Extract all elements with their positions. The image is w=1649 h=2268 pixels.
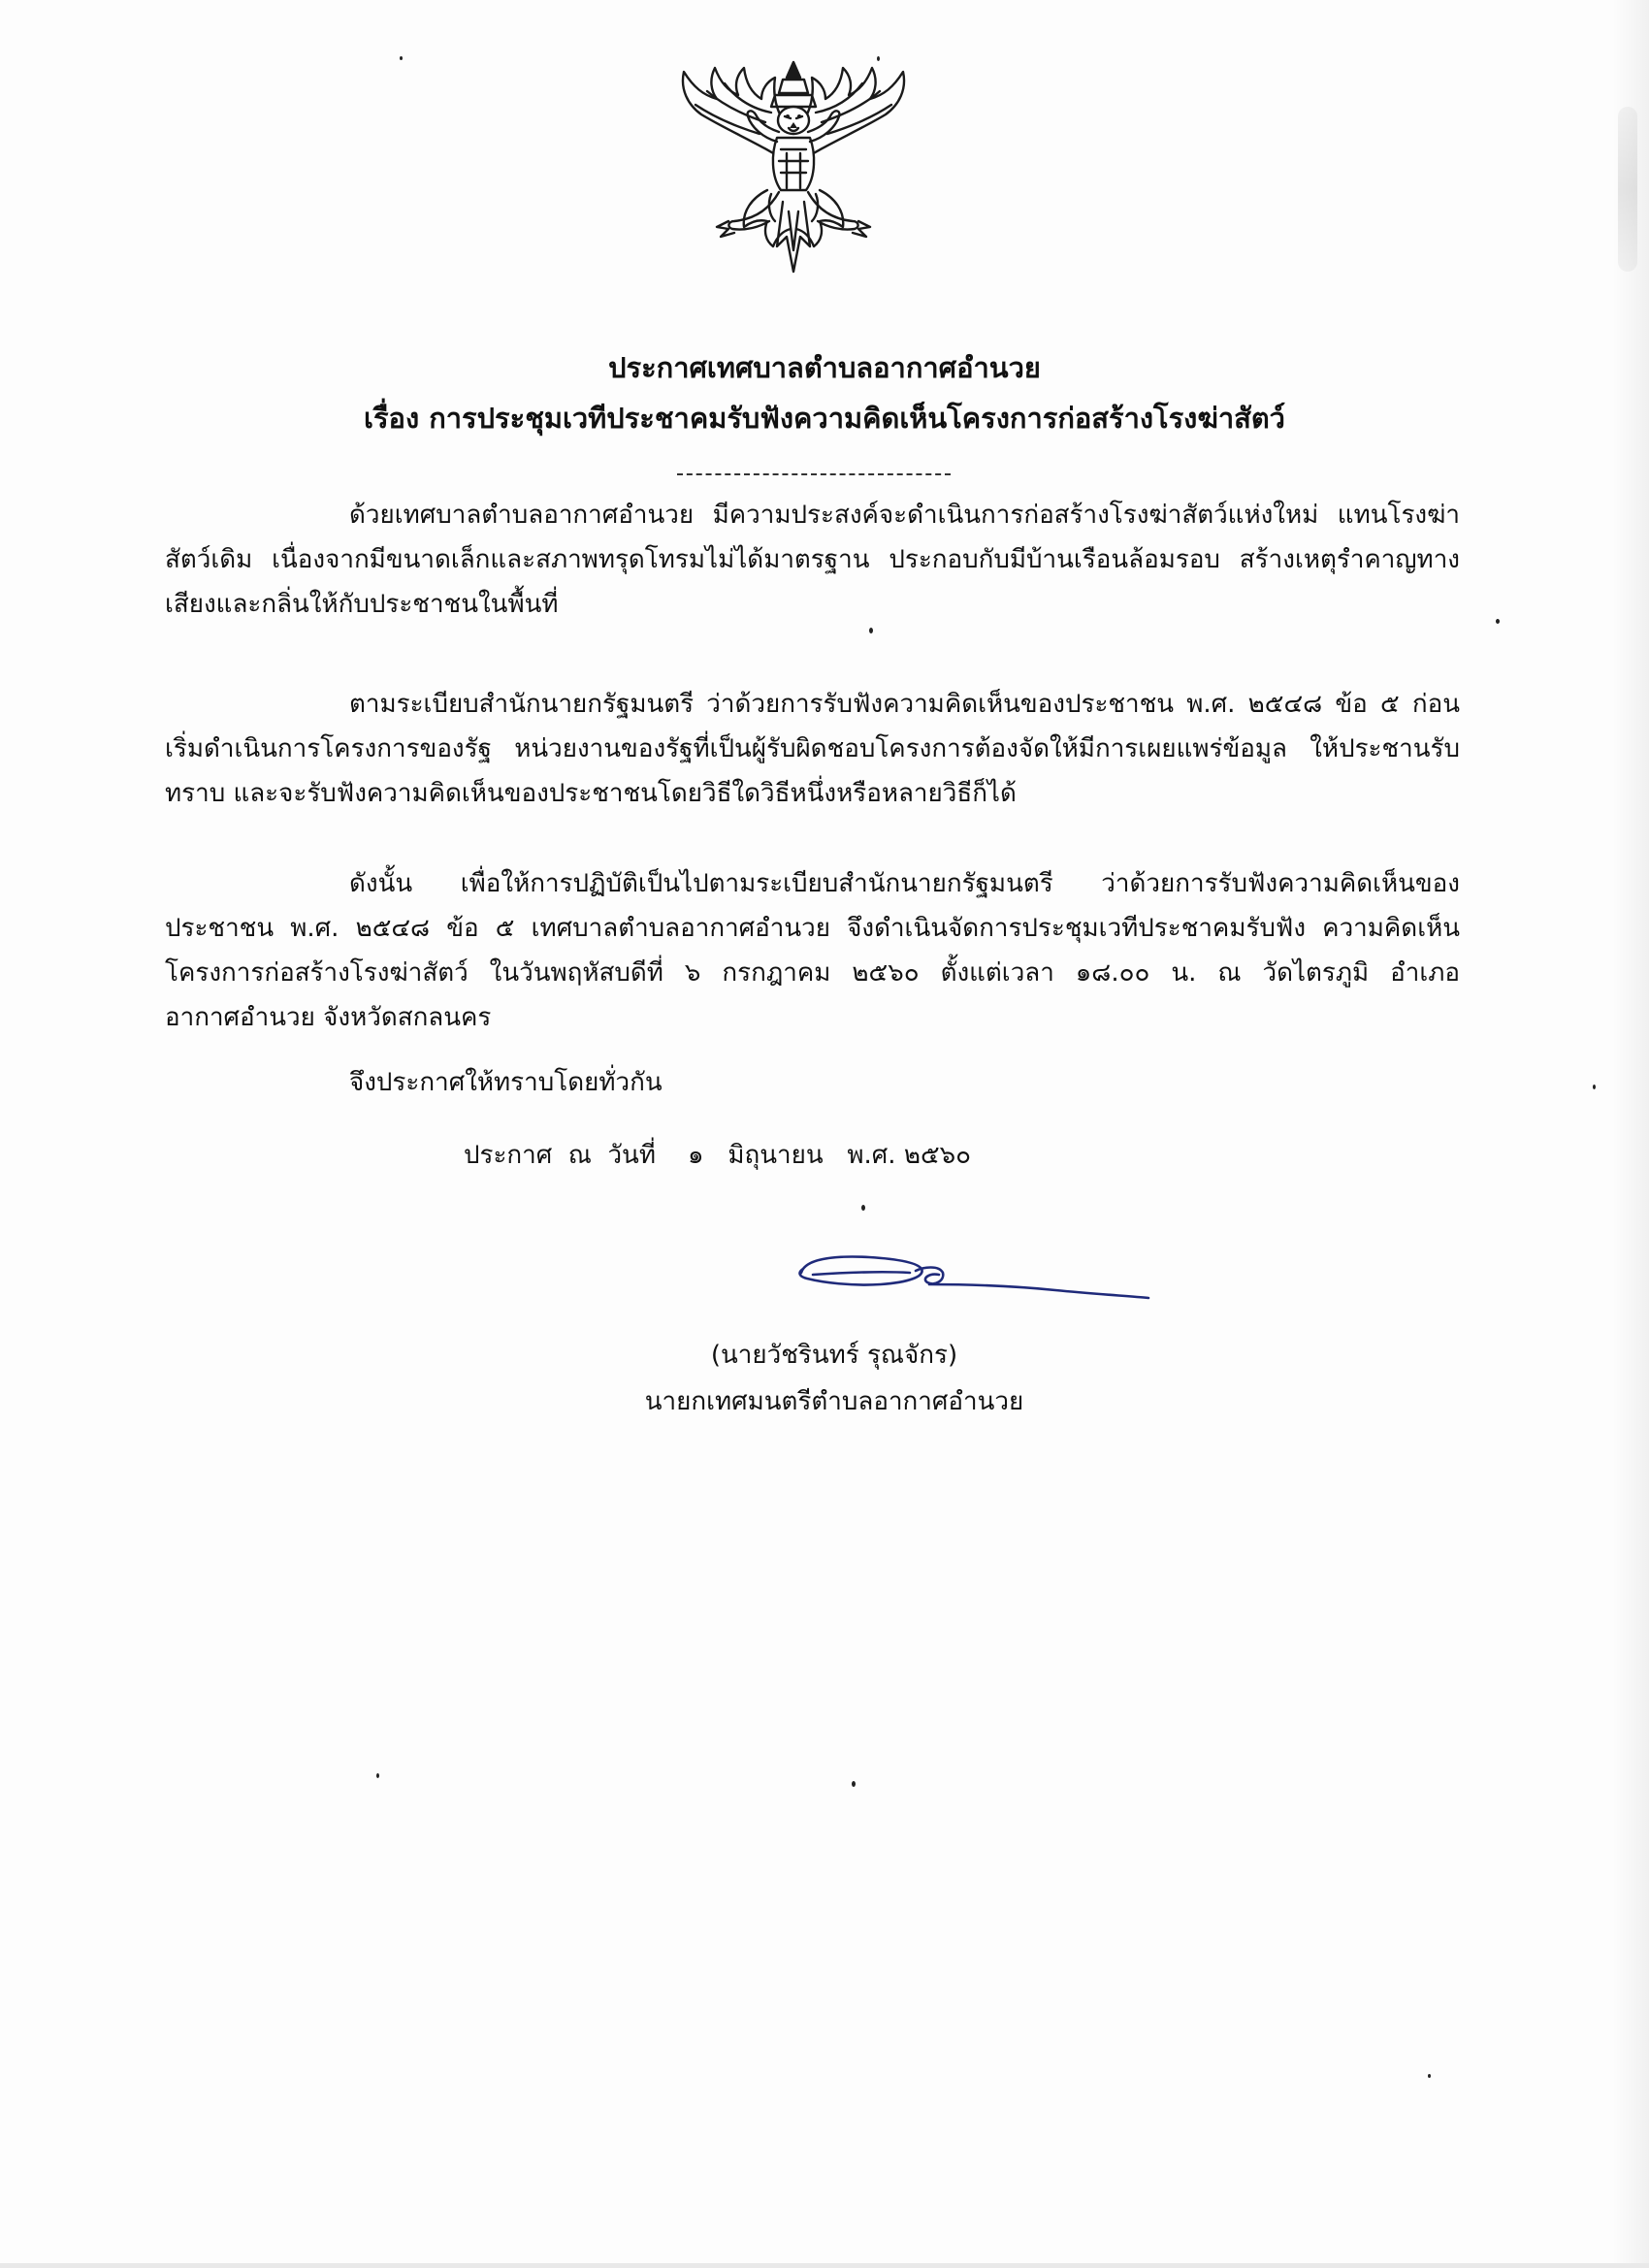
scan-speck — [852, 1781, 856, 1787]
paragraph-text: ตามระเบียบสำนักนายกรัฐมนตรี ว่าด้วยการรับฟังความคิดเห็นของประชาชน พ.ศ. ๒๕๔๘ ข้อ ๕ ก่อนเริ่มดำเนินการโครงการของรัฐ หน่วยงานของรัฐที่เป็นผู้รับผิดชอบโครงการต้องจัดให้มีการเผยแพร่ข้อมูล ให้ประชานรับทราบ และจะรับฟังความคิดเห็นของประชาชนโดยวิธีใดวิธีหนึ่งหรือหลายวิธีก็ได้ — [165, 690, 1460, 808]
garuda-emblem-icon — [674, 56, 913, 281]
paragraph-text: ด้วยเทศบาลตำบลอากาศอำนวย มีความประสงค์จะดำเนินการก่อสร้างโรงฆ่าสัตว์แห่งใหม่ แทนโรงฆ่าสัตว์เดิม เนื่องจากมีขนาดเล็กและสภาพทรุดโทรมไม่ได้มาตรฐาน ประกอบกับมีบ้านเรือนล้อมรอบ สร้างเหตุรำคาญทางเสียงและกลิ่นให้กับประชาชนในพื้นที่ — [165, 501, 1460, 619]
scan-speck — [869, 628, 873, 633]
handwritten-signature — [793, 1251, 1152, 1310]
scan-speck — [400, 56, 403, 60]
scan-speck — [877, 56, 880, 61]
scan-speck — [1428, 2074, 1431, 2078]
scan-speck — [1593, 1085, 1596, 1089]
scan-speck — [861, 1205, 865, 1211]
closing-statement: จึงประกาศให้ทราบโดยทั่วกัน — [349, 1068, 663, 1097]
scan-speck — [376, 1773, 379, 1778]
paragraph-2 — [165, 682, 1460, 816]
title-divider — [677, 473, 951, 475]
announcement-date: ประกาศ ณ วันที่ ๑ มิถุนายน พ.ศ. ๒๕๖๐ — [464, 1141, 972, 1170]
signer-title: นายกเทศมนตรีตำบลอากาศอำนวย — [644, 1387, 1024, 1416]
scan-edge-shadow — [1612, 0, 1649, 2268]
scan-smudge — [1618, 107, 1637, 272]
paragraph-1 — [165, 493, 1460, 627]
scan-bottom-edge — [0, 2263, 1649, 2268]
paragraph-text: ดังนั้น เพื่อให้การปฏิบัติเป็นไปตามระเบียบสำนักนายกรัฐมนตรี ว่าด้วยการรับฟังความคิดเห็นของ ประชาชน พ.ศ. ๒๕๔๘ ข้อ ๕ เทศบาลตำบลอากาศอำนวย จึงดำเนินจัดการประชุมเวทีประชาคมรับฟัง ความคิดเห็นโครงการก่อสร้างโรงฆ่าสัตว์ ในวันพฤหัสบดีที่ ๖ กรกฎาคม ๒๕๖๐ ตั้งแต่เวลา ๑๘.๐๐ น. ณ วัดไตรภูมิ อำเภออากาศอำนวย จังหวัดสกลนคร — [165, 869, 1460, 1032]
scan-speck — [1496, 619, 1500, 624]
paragraph-3 — [165, 861, 1460, 1040]
document-subject: เรื่อง การประชุมเวทีประชาคมรับฟังความคิดเห็นโครงการก่อสร้างโรงฆ่าสัตว์ — [364, 402, 1285, 435]
signer-name: (นายวัชรินทร์ รุณจักร) — [710, 1341, 958, 1370]
document-title: ประกาศเทศบาลตำบลอากาศอำนวย — [608, 351, 1041, 384]
